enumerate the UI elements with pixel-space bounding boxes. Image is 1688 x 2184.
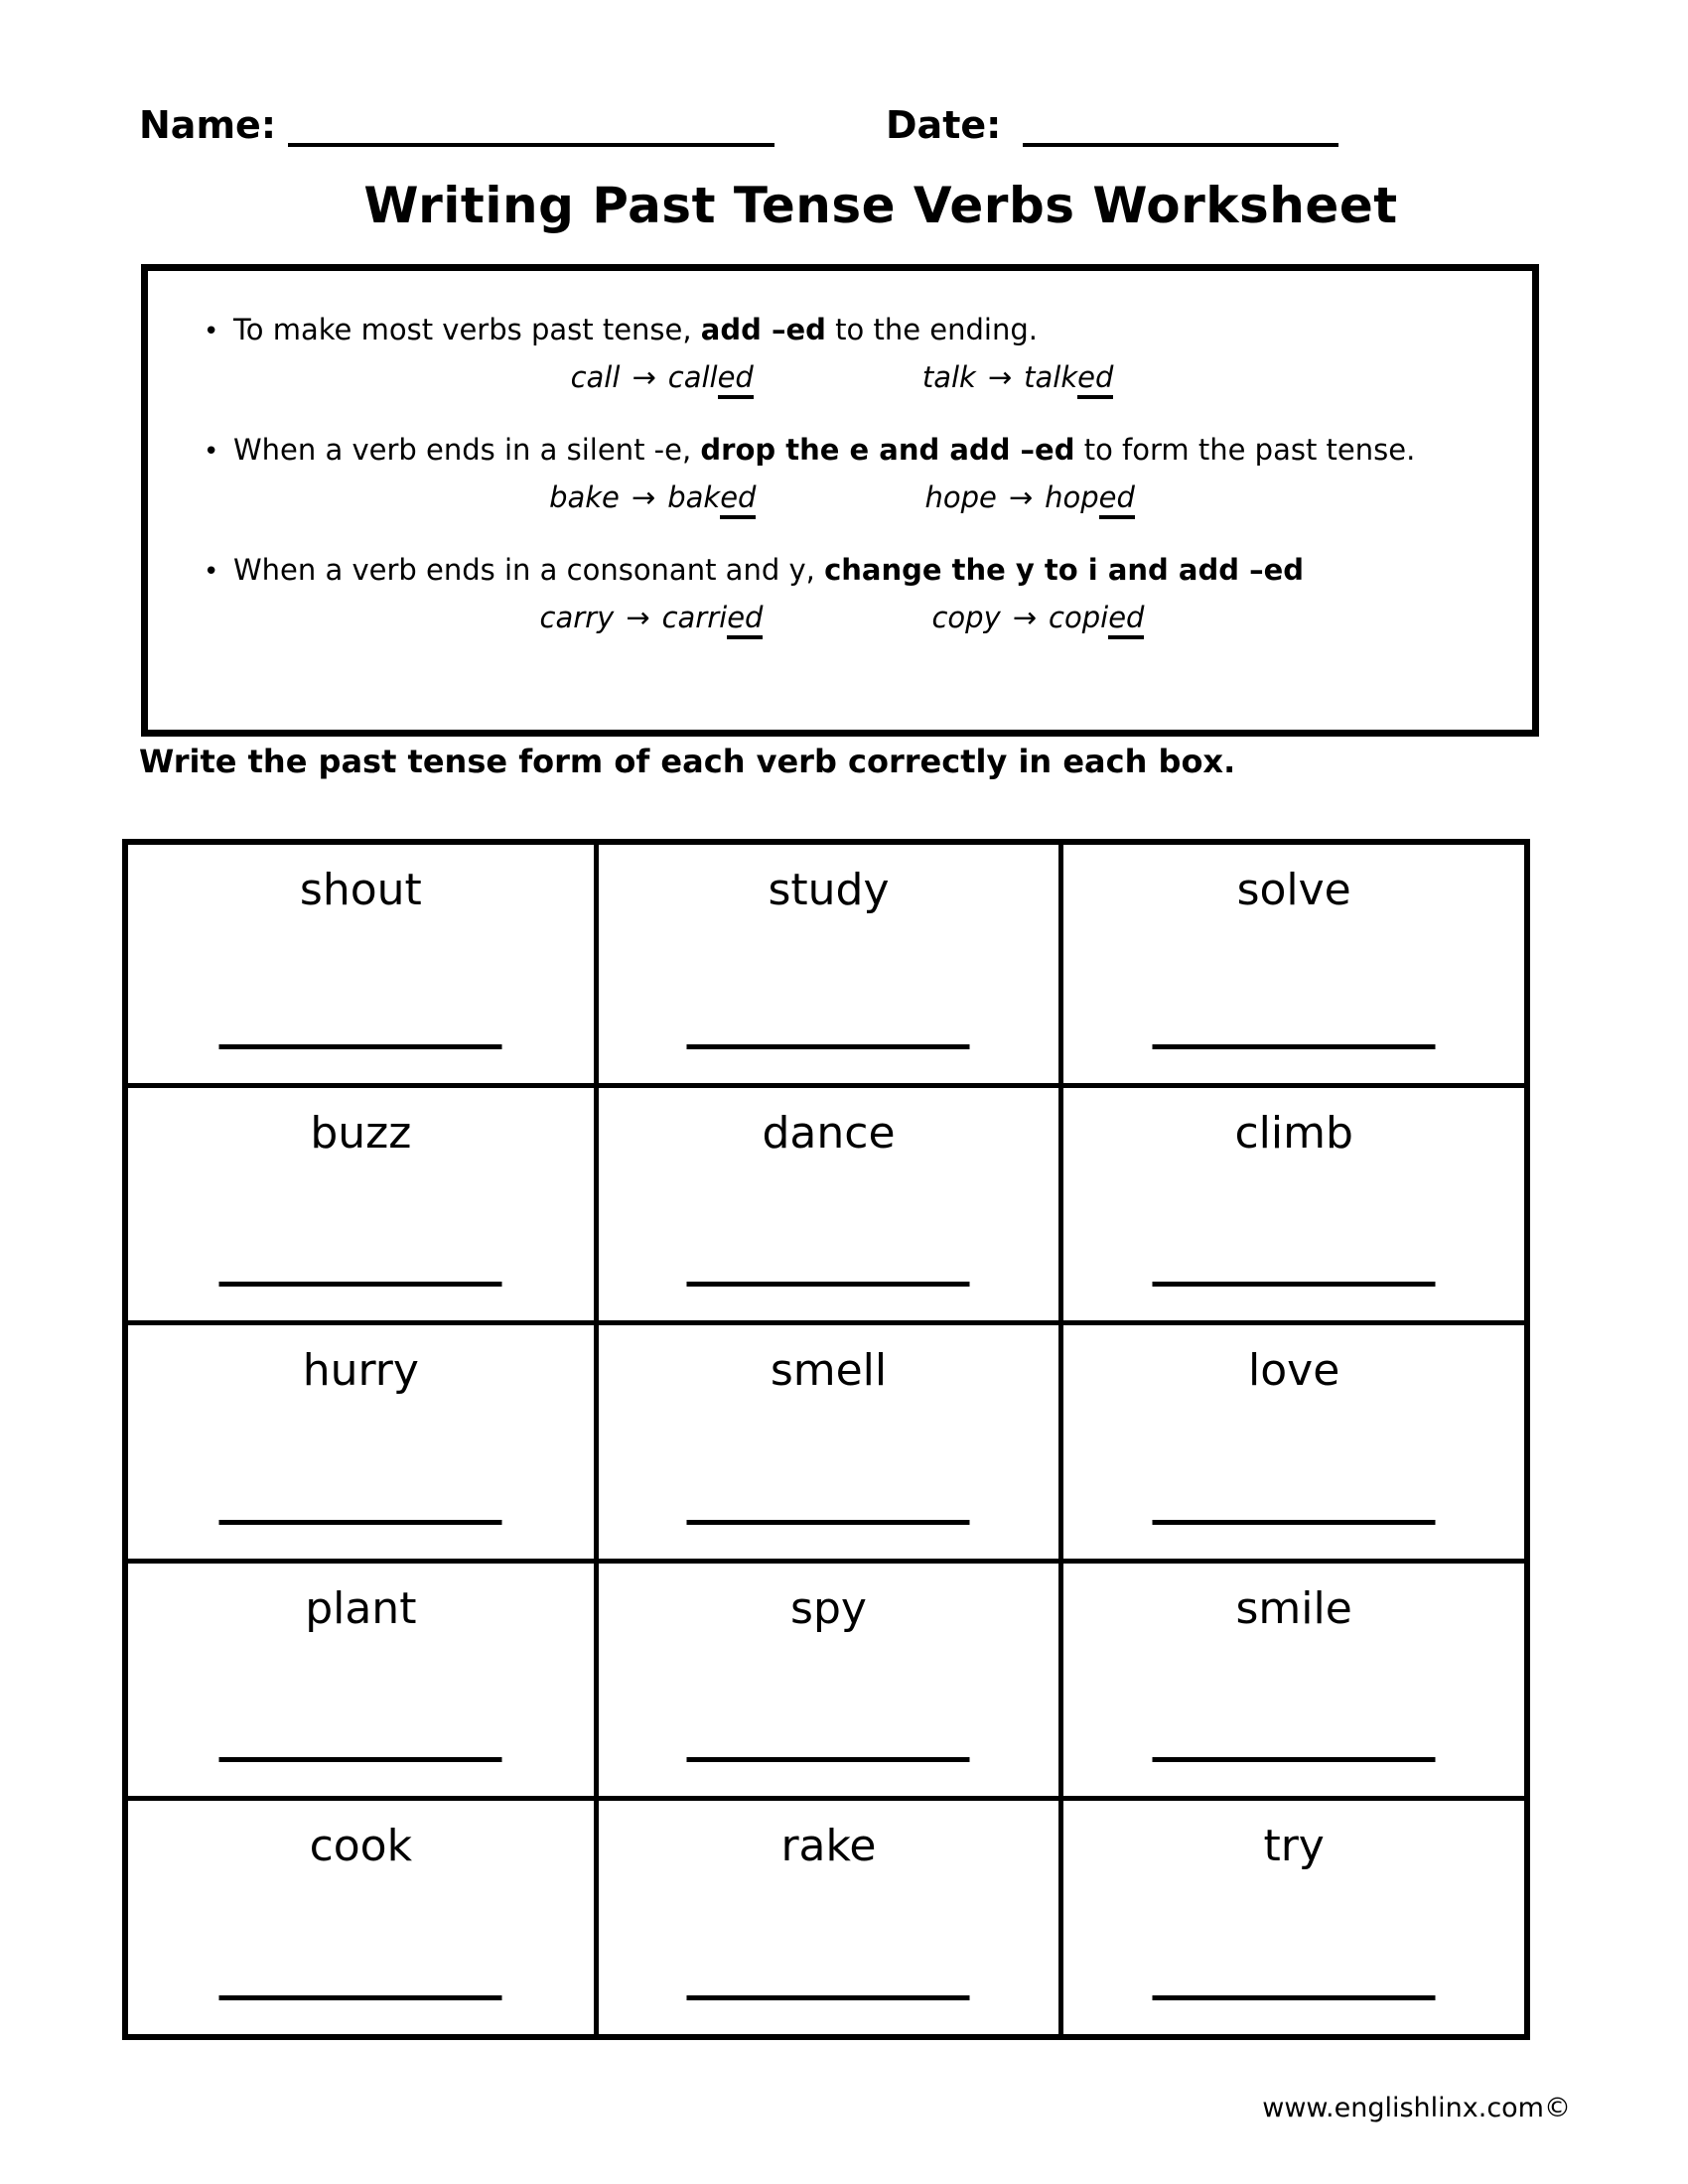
rule-text-post: to the ending. xyxy=(825,313,1038,346)
answer-blank xyxy=(1153,1044,1436,1049)
verb-cell-buzz xyxy=(128,1083,594,1321)
rule-text-bold: add –ed xyxy=(700,313,826,346)
instruction-text: Write the past tense form of each verb correctly in each box. xyxy=(139,743,1236,780)
rule-text-pre: To make most verbs past tense, xyxy=(233,313,701,346)
past-ending-underlined: ed xyxy=(1077,360,1113,399)
verb-table xyxy=(122,839,1530,2040)
answer-blank xyxy=(1153,1995,1436,2000)
rule-text-pre: When a verb ends in a consonant and y, xyxy=(233,553,825,587)
answer-blank xyxy=(219,1044,502,1049)
verb-label: try xyxy=(1263,1821,1325,1872)
past-ending-underlined: ed xyxy=(720,480,756,519)
arrow-icon: → xyxy=(626,600,650,634)
date-blank-line xyxy=(1023,101,1338,147)
rule-item-add-ed xyxy=(176,309,1508,399)
example-base-verb: carry xyxy=(539,600,615,634)
example-base-verb: bake xyxy=(549,479,620,514)
verb-cell-hurry xyxy=(128,1320,594,1559)
rules-box xyxy=(141,264,1539,737)
rule-text-post: to form the past tense. xyxy=(1074,433,1416,467)
rule-text-pre: When a verb ends in a silent -e, xyxy=(233,433,701,467)
past-ending-underlined: ed xyxy=(718,360,754,399)
example-pair xyxy=(549,477,756,520)
answer-blank xyxy=(687,1044,970,1049)
past-stem: copi xyxy=(1049,600,1109,634)
verb-label: shout xyxy=(299,865,422,915)
answer-blank xyxy=(219,1757,502,1762)
example-base-verb: hope xyxy=(924,479,997,514)
bullet-icon: • xyxy=(204,436,219,467)
past-stem: hop xyxy=(1045,479,1099,514)
past-ending-underlined: ed xyxy=(1099,480,1135,519)
rule-text-bold: change the y to i and add –ed xyxy=(824,553,1305,587)
name-date-row xyxy=(139,101,1338,147)
answer-blank xyxy=(219,1282,502,1287)
verb-label: solve xyxy=(1236,865,1351,915)
site-credit: www.englishlinx.com© xyxy=(1262,2093,1571,2123)
past-stem: talk xyxy=(1024,359,1078,394)
rule-item-silent-e xyxy=(176,429,1508,519)
verb-label: buzz xyxy=(310,1107,412,1159)
past-ending-underlined: ed xyxy=(727,601,763,639)
rule-text-bold: drop the e and add –ed xyxy=(700,433,1075,467)
rule-examples xyxy=(176,477,1508,520)
answer-blank xyxy=(1153,1520,1436,1525)
example-past-verb xyxy=(667,477,756,520)
past-ending-underlined: ed xyxy=(1108,601,1144,639)
answer-blank xyxy=(1153,1282,1436,1287)
past-stem: bak xyxy=(667,479,721,514)
rule-text xyxy=(176,429,1455,473)
rule-item-consonant-y xyxy=(176,549,1508,639)
arrow-icon: → xyxy=(632,359,656,394)
example-past-verb xyxy=(1024,356,1113,400)
page-title: Writing Past Tense Verbs Worksheet xyxy=(363,177,1398,234)
example-pair xyxy=(571,356,754,400)
name-label: Name: xyxy=(139,103,277,147)
verb-cell-spy xyxy=(594,1559,1059,1797)
example-pair xyxy=(931,597,1144,640)
verb-label: cook xyxy=(309,1821,413,1872)
arrow-icon: → xyxy=(987,359,1013,394)
arrow-icon: → xyxy=(1012,600,1038,634)
verb-cell-love xyxy=(1058,1320,1524,1559)
example-past-verb xyxy=(668,356,754,400)
example-base-verb: copy xyxy=(931,600,1001,634)
verb-label: dance xyxy=(762,1107,896,1159)
example-base-verb: call xyxy=(570,359,621,394)
verb-cell-climb xyxy=(1058,1083,1524,1321)
verb-cell-dance xyxy=(594,1083,1059,1321)
example-past-verb xyxy=(1049,597,1144,640)
rule-examples xyxy=(176,597,1508,640)
verb-cell-solve xyxy=(1058,845,1524,1083)
date-label: Date: xyxy=(886,103,1002,147)
verb-cell-try xyxy=(1058,1796,1524,2034)
verb-label: study xyxy=(768,865,890,915)
verb-cell-smell xyxy=(594,1320,1059,1559)
verb-cell-shout xyxy=(128,845,594,1083)
answer-blank xyxy=(687,1995,970,2000)
answer-blank xyxy=(219,1995,502,2000)
verb-cell-plant xyxy=(128,1559,594,1797)
verb-label: love xyxy=(1248,1345,1340,1397)
verb-label: smell xyxy=(770,1345,888,1397)
past-stem: carri xyxy=(661,600,728,634)
answer-blank xyxy=(687,1520,970,1525)
example-past-verb xyxy=(662,597,764,640)
verb-label: rake xyxy=(780,1821,877,1872)
bullet-icon: • xyxy=(204,556,219,587)
verb-label: smile xyxy=(1235,1582,1352,1634)
verb-cell-cook xyxy=(128,1796,594,2034)
rule-text xyxy=(176,549,1508,593)
verb-cell-study xyxy=(594,845,1059,1083)
answer-blank xyxy=(1153,1757,1436,1762)
example-pair xyxy=(924,477,1134,520)
arrow-icon: → xyxy=(631,479,656,514)
answer-blank xyxy=(687,1757,970,1762)
verb-cell-smile xyxy=(1058,1559,1524,1797)
example-past-verb xyxy=(1045,477,1135,520)
example-pair xyxy=(922,356,1114,400)
verb-label: plant xyxy=(305,1582,417,1634)
name-blank-line xyxy=(288,101,774,147)
example-base-verb: talk xyxy=(921,359,976,394)
rule-examples xyxy=(176,356,1508,400)
answer-blank xyxy=(687,1282,970,1287)
verb-label: spy xyxy=(790,1582,867,1634)
answer-blank xyxy=(219,1520,502,1525)
arrow-icon: → xyxy=(1008,479,1034,514)
verb-label: climb xyxy=(1234,1107,1353,1159)
verb-cell-rake xyxy=(594,1796,1059,2034)
past-stem: call xyxy=(667,359,718,394)
verb-label: hurry xyxy=(302,1345,419,1397)
bullet-icon: • xyxy=(204,316,219,346)
example-pair xyxy=(540,597,764,640)
rule-text xyxy=(176,309,1508,352)
